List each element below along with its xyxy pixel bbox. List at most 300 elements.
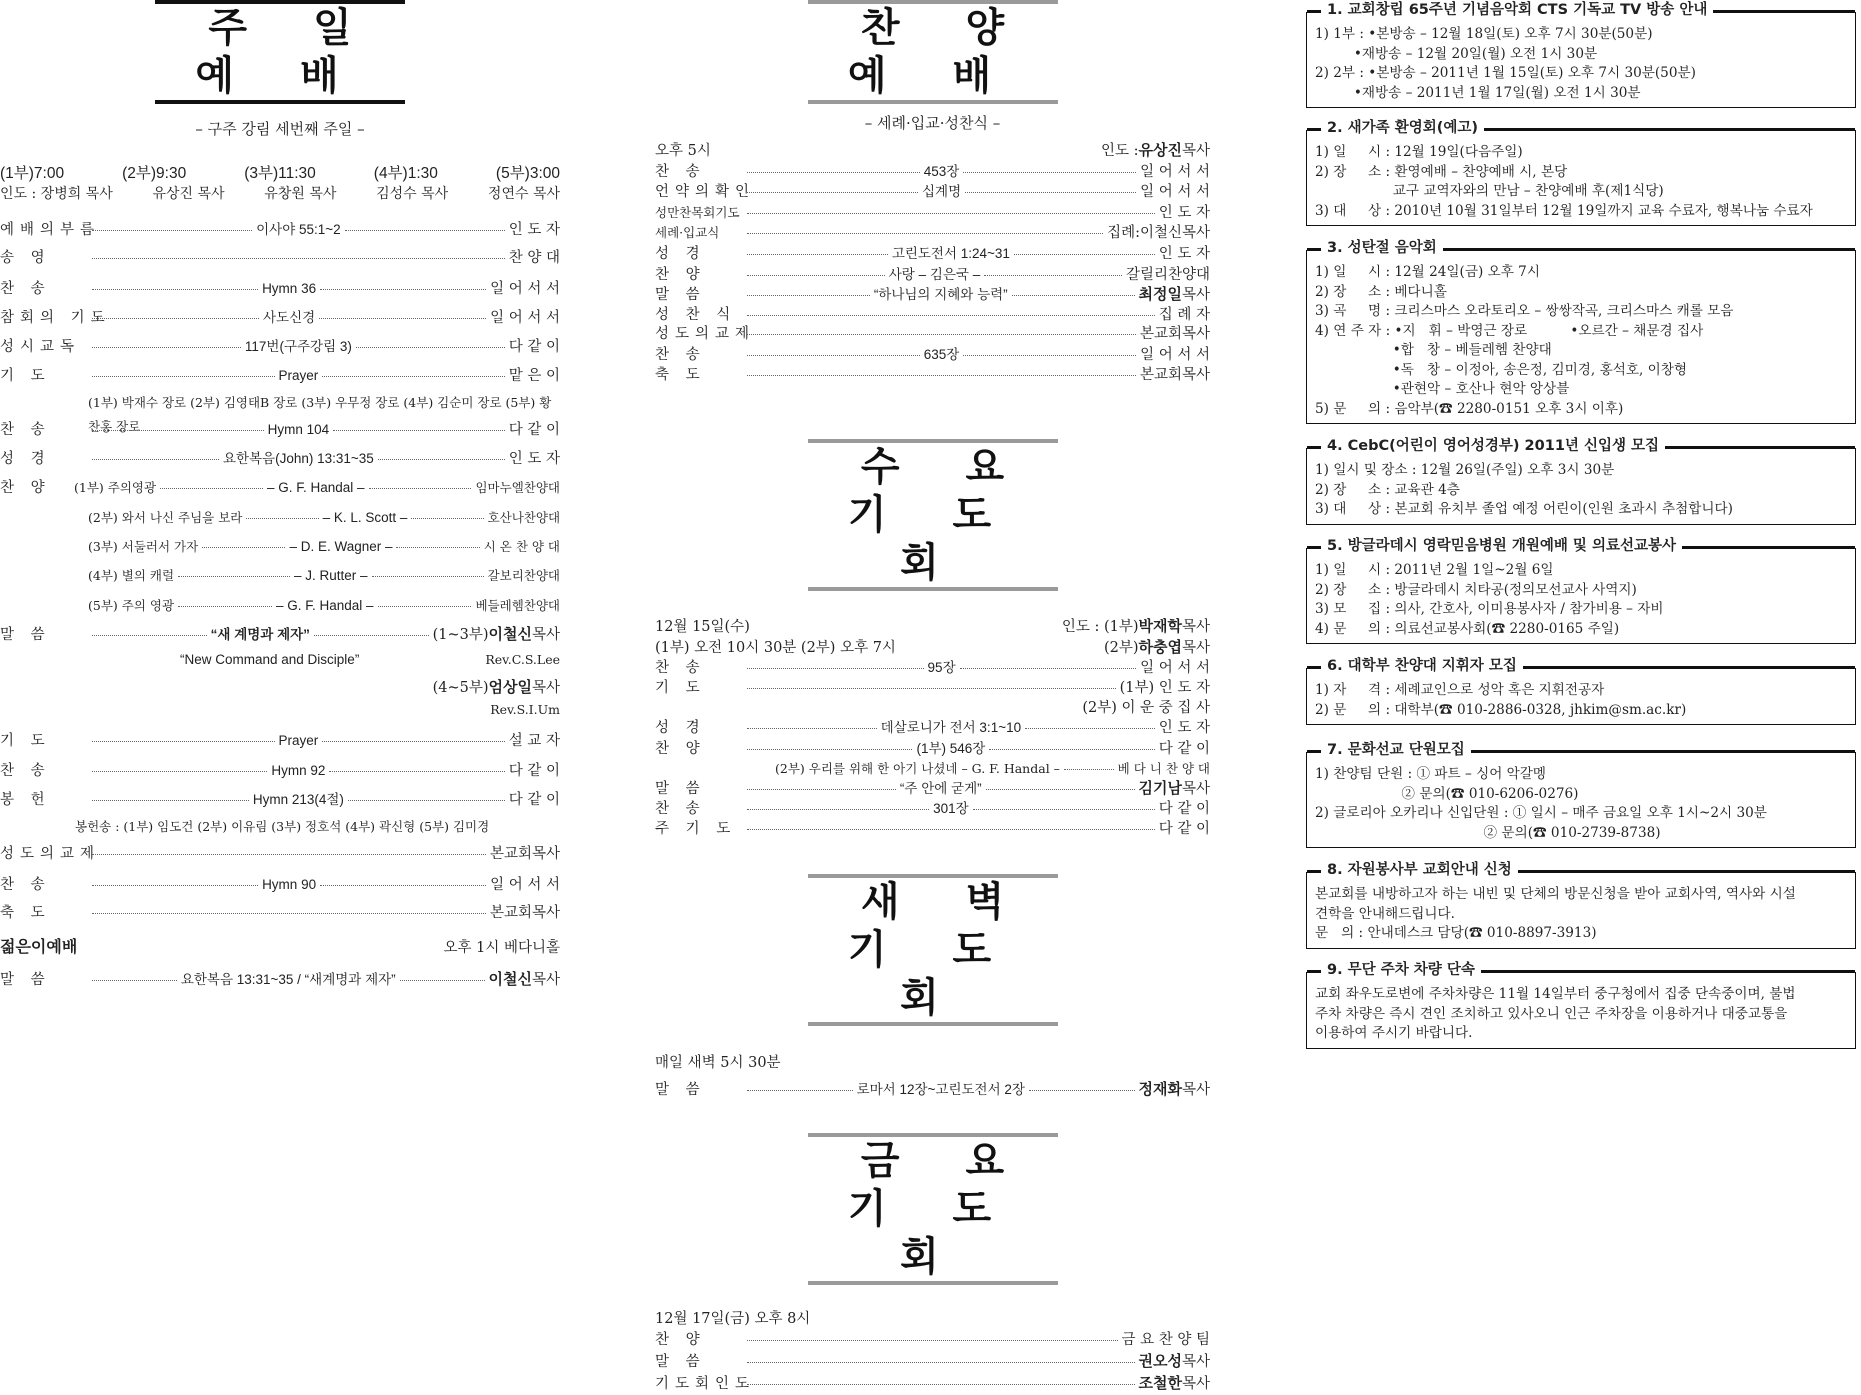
preacher-name: 이철신 [488, 970, 532, 989]
notice-line: 주차 차량은 즉시 견인 조치하고 있사오니 인근 주차장을 이용하거나 대중교통을 [1315, 1005, 1788, 1022]
order-row [0, 726, 560, 755]
dot-leader [348, 800, 505, 801]
notice-body [1315, 139, 1849, 221]
sermon-en-title: “New Command and Disciple” [180, 652, 360, 668]
service-time: 오후 5시 [655, 143, 711, 159]
anthem-composer: – G. F. Handal – [275, 597, 374, 613]
leader-label: (2부) [1103, 639, 1139, 656]
rule [1523, 666, 1855, 668]
dot-leader [92, 230, 252, 231]
dot-leader [396, 547, 479, 548]
preacher-title: 목사 [531, 680, 560, 697]
notice-line: ② 문의(☎ 010-2739-8738) [1315, 824, 1661, 841]
dot-leader [965, 192, 1136, 193]
anthem-row [0, 503, 560, 532]
leader-name: 하충엽 [1138, 637, 1182, 656]
order-label: 기 도 [0, 368, 51, 385]
dot-leader [747, 668, 924, 669]
notice-title-bar [1307, 119, 1855, 139]
notice-box [1306, 538, 1856, 644]
dot-leader [246, 518, 318, 519]
dawn-order [655, 1050, 1210, 1103]
sermon-parts: (4~5부) [432, 680, 489, 697]
service-time: (4부)1:30 [373, 165, 438, 182]
order-performer: 인 도 자 [508, 451, 560, 468]
service-leaders [0, 183, 560, 203]
dot-leader [747, 829, 1155, 830]
order-performer: 금 요 찬 양 팀 [1121, 1331, 1210, 1348]
order-row [655, 779, 1210, 800]
order-content: 사도신경 [262, 309, 316, 325]
service-time: (1부) 오전 10시 30분 (2부) 오후 7시 [655, 639, 896, 656]
rule [1307, 666, 1321, 668]
order-row [655, 799, 1210, 820]
notice-line: 이용하여 주시기 바랍니다. [1315, 1025, 1473, 1041]
youth-sermon-row [0, 966, 560, 992]
order-label: 말 씀 [655, 780, 706, 797]
order-row [655, 1076, 1210, 1103]
order-row [655, 306, 1210, 326]
dot-leader [378, 606, 472, 607]
order-content: 117번(구주강림 3) [244, 339, 352, 355]
dot-leader [92, 376, 275, 377]
notice-line: 2) 문 의 : 대학부(☎ 010-2886-0328, jhkim@sm.ac.kr) [1315, 701, 1687, 718]
dot-leader [747, 789, 896, 790]
dot-leader [747, 1362, 1135, 1363]
notice-title-bar [1307, 1, 1855, 21]
order-content: Hymn 92 [271, 762, 326, 778]
service-leader: 정연수 목사 [487, 186, 560, 202]
notice-line: 2) 2부 : •본방송 – 2011년 1월 15일(토) 오후 7시 30분(50분) [1315, 65, 1696, 81]
leader-title: 목사 [1181, 143, 1210, 159]
order-content: 데살로니가 전서 3:1~10 [880, 720, 1022, 736]
friday-order [655, 1309, 1210, 1395]
order-performer: 일 어 서 서 [1140, 184, 1211, 201]
order-row [655, 285, 1210, 306]
rule [1484, 128, 1855, 130]
order-label: 찬 송 [0, 762, 51, 779]
rule [1307, 248, 1321, 250]
youth-title: 젊은이예배 [0, 937, 78, 957]
notice-line: 본교회를 내방하고자 하는 내빈 및 단체의 방문신청을 받아 교회사역, 역사와 시설 [1315, 886, 1796, 902]
dot-leader [322, 741, 505, 742]
notice-body [1315, 259, 1849, 419]
order-label: 찬 양 [655, 740, 706, 757]
order-label: 기도회인도 [655, 1375, 756, 1392]
order-row [655, 718, 1210, 739]
order-performer: 갈릴리찬양대 [1125, 266, 1210, 283]
notice-box [1306, 240, 1856, 424]
order-label: 주 기 도 [655, 821, 737, 838]
service-time: (2부)9:30 [122, 165, 187, 182]
notice-title-bar [1307, 657, 1855, 677]
service-time: 12월 17일(금) 오후 8시 [655, 1310, 811, 1327]
anthem-choir: 시 온 찬 양 대 [483, 538, 561, 554]
order-row [655, 679, 1210, 699]
performer-title: 목사 [1181, 287, 1210, 304]
order-content: 301장 [933, 801, 969, 817]
dot-leader [989, 749, 1154, 750]
order-row [0, 361, 560, 390]
order-label: 참회의 기도 [0, 309, 111, 326]
dot-leader [322, 376, 505, 377]
order-row [655, 1373, 1210, 1395]
anthem-title: (1부) 주의영광 [74, 480, 157, 496]
notice-body [1315, 677, 1849, 720]
dawn-prayer-title: 새 벽 기 도 회 [808, 874, 1058, 1026]
youth-time: 오후 1시 베다니홀 [443, 940, 560, 957]
dot-leader [984, 275, 1122, 276]
order-label: 성 경 [0, 451, 51, 468]
order-performer: 본교회목사 [1139, 366, 1210, 383]
order-row [0, 444, 560, 473]
wednesday-prayer-title: 수 요 기 도 회 [808, 439, 1058, 591]
order-row [655, 325, 1210, 345]
service-leader: 김성수 목사 [376, 186, 449, 202]
dot-leader [92, 980, 177, 981]
order-performer: 다 같 이 [1158, 740, 1211, 757]
dot-leader [747, 1090, 853, 1091]
dot-leader [747, 213, 1155, 214]
service-leader: 유창원 목사 [264, 186, 337, 202]
leader-label: 인도 : [1100, 143, 1139, 159]
anthem-composer: – J. Rutter – [294, 568, 368, 584]
notice-line: 1) 찬양팀 단원 : ① 파트 – 싱어 악갈멩 [1315, 766, 1547, 782]
dot-leader [747, 315, 1155, 316]
dot-leader [92, 318, 259, 319]
notice-line: 5) 문 의 : 음악부(☎ 2280-0151 오후 3시 이후) [1315, 400, 1624, 417]
anthem-row [0, 591, 560, 620]
order-label: 말 씀 [655, 1081, 706, 1098]
performer-title: 목사 [1182, 780, 1211, 797]
dot-leader [1025, 728, 1155, 729]
order-row [0, 840, 560, 869]
rule [1307, 10, 1321, 12]
prayer-note: (1부) 박재수 장로 (2부) 김영태B 장로 (3부) 우무정 장로 (4부) 김순미 장로 (5부) 황찬홍 장로 [88, 394, 552, 434]
order-performer: 본교회목사 [1139, 326, 1210, 343]
praise-header [655, 141, 1210, 162]
order-row [655, 739, 1210, 760]
dot-leader [1012, 295, 1135, 296]
order-label: 성 경 [655, 720, 706, 737]
dot-leader [747, 172, 920, 173]
anthem-title: (2부) 와서 나신 주님을 보라 [88, 509, 243, 525]
dot-leader [372, 576, 484, 577]
dot-leader [314, 635, 429, 636]
dot-leader [356, 347, 505, 348]
notice-line: 문 의 : 안내데스크 담당(☎ 010-8897-3913) [1315, 925, 1597, 941]
order-label: 찬 송 [0, 876, 51, 893]
friday-prayer-title: 금 요 기 도 회 [808, 1133, 1058, 1285]
service-leader: 유상진 목사 [152, 186, 225, 202]
notice-body [1315, 981, 1849, 1044]
dot-leader [400, 980, 485, 981]
notice-title: 3. 성탄절 음악회 [1321, 239, 1443, 259]
anthem-row [0, 473, 560, 502]
order-performer: 일 어 서 서 [490, 280, 561, 297]
notice-title-bar [1307, 741, 1855, 761]
order-row [0, 303, 560, 332]
order-row [0, 274, 560, 303]
leader-title: 목사 [1181, 639, 1210, 656]
order-row [655, 658, 1210, 679]
preacher-title: 목사 [532, 626, 561, 643]
anthem-choir: 갈보리찬양대 [487, 568, 560, 584]
dot-leader [92, 347, 241, 348]
order-row [655, 265, 1210, 286]
notice-line: 1) 일시 및 장소 : 12월 26일(주일) 오후 3시 30분 [1315, 462, 1615, 478]
service-time: (1부)7:00 [0, 165, 65, 182]
rule [1481, 970, 1855, 972]
order-label: 기 도 [0, 733, 51, 750]
order-content: 십계명 [922, 184, 962, 200]
notice-title-bar [1307, 537, 1855, 557]
order-label: 찬 양 [655, 266, 706, 283]
notice-line: •독 창 – 이정아, 송은정, 김미경, 홍석호, 이창형 [1315, 361, 1688, 378]
anthem-row [655, 759, 1210, 779]
rule [1307, 546, 1321, 548]
order-performer: 조철한 [1138, 1373, 1182, 1392]
order-row [655, 223, 1210, 244]
order-performer: 인 도 자 [1158, 720, 1210, 737]
notice-box [1306, 120, 1856, 226]
dot-leader [1029, 1090, 1135, 1091]
sunday-subtitle: – 구주 강림 세번째 주일 – [195, 120, 365, 138]
order-content: (1부) 546장 [916, 740, 986, 756]
anthem-row [0, 561, 560, 590]
dot-leader [960, 668, 1137, 669]
youth-header [0, 928, 560, 966]
order-performer: 집례:이철신목사 [1107, 225, 1210, 242]
dot-leader [92, 771, 267, 772]
youth-passage: 요한복음 13:31~35 / “새계명과 제자” [180, 972, 396, 988]
notice-line: •재방송 – 12월 20일(월) 오전 1시 30분 [1315, 45, 1598, 62]
order-performer: 다 같 이 [508, 421, 560, 438]
order-row [655, 820, 1210, 840]
rule [1518, 870, 1855, 872]
anthem-choir: 베들레헴찬양대 [475, 597, 560, 613]
order-label: 말 씀 [0, 972, 51, 989]
dot-leader [1014, 254, 1155, 255]
order-row [655, 162, 1210, 183]
wednesday-date-row [655, 617, 1210, 638]
order-label: 찬 송 [655, 163, 706, 180]
dot-leader [411, 518, 483, 519]
dot-leader [160, 488, 263, 489]
preacher-en-name: Rev.C.S.Lee [485, 652, 560, 668]
preacher-name: 이철신 [488, 624, 532, 643]
sunday-order [0, 215, 560, 992]
dot-leader [747, 1340, 1118, 1341]
order-label: 기 도 [655, 679, 706, 696]
dot-leader [747, 688, 1116, 689]
notice-line: 1) 일 시 : 2011년 2월 1일~2월 6일 [1315, 562, 1554, 578]
dot-leader [973, 809, 1155, 810]
notice-line: 교구 교역자와의 만남 – 찬양예배 후(제1식당) [1315, 183, 1664, 199]
dot-leader [747, 192, 918, 193]
order-content: 로마서 12장~고린도전서 2장 [856, 1081, 1025, 1097]
anthem-composer: – K. L. Scott – [322, 509, 408, 525]
notice-title-bar [1307, 239, 1855, 259]
second-prayer: (2부) 이 운 중 집 사 [1082, 699, 1210, 716]
order-label: 성시교독 [0, 339, 81, 356]
notice-body [1315, 881, 1849, 944]
order-content: Hymn 213(4절) [252, 792, 344, 808]
order-performer: 일 어 서 서 [1140, 660, 1211, 677]
preacher-name: 엄상일 [488, 678, 532, 697]
dot-leader [747, 233, 1103, 234]
notice-line: 3) 모 집 : 의사, 간호사, 이미용봉사자 / 참가비용 – 자비 [1315, 601, 1664, 617]
order-content: 사랑 – 김은국 – [888, 266, 981, 282]
notice-title: 6. 대학부 찬양대 지휘자 모집 [1321, 657, 1523, 677]
order-row [0, 756, 560, 785]
dot-leader [92, 430, 264, 431]
order-content: Hymn 104 [267, 421, 330, 437]
sermon-title: “새 계명과 제자” [210, 626, 310, 642]
order-content: 고린도전서 1:24~31 [891, 245, 1010, 261]
rule [1307, 970, 1321, 972]
dot-leader [963, 355, 1136, 356]
notice-line: 2) 장 소 : 환영예배 – 찬양예배 시, 본당 [1315, 163, 1568, 180]
anthem-title: (5부) 주의 영광 [88, 597, 175, 613]
notice-line: 2) 글로리아 오카리나 신입단원 : ① 일시 – 매주 금요일 오후 1시~2시 30분 [1315, 805, 1767, 821]
order-label: 성 찬 식 [655, 306, 737, 323]
order-row [655, 1351, 1210, 1373]
dot-leader [1064, 769, 1114, 770]
order-row [0, 415, 560, 444]
dot-leader [963, 172, 1136, 173]
notice-line: •관현악 – 호산나 현악 앙상블 [1315, 381, 1570, 397]
service-time: 매일 새벽 5시 30분 [655, 1054, 781, 1071]
dot-leader [178, 606, 272, 607]
notice-line: 1) 일 시 : 12월 24일(금) 오후 7시 [1315, 264, 1540, 280]
order-performer: 정재화 [1138, 1079, 1182, 1098]
order-row [0, 870, 560, 899]
order-content: 요한복음(John) 13:31~35 [222, 451, 374, 467]
service-time: (3부)11:30 [244, 165, 316, 182]
notice-line: 3) 곡 명 : 크리스마스 오라토리오 – 쌍쌍작곡, 크리스마스 캐롤 모음 [1315, 303, 1734, 319]
order-performer: 다 같 이 [1158, 801, 1211, 818]
notice-line: 교회 좌우도로변에 주차차량은 11월 14일부터 중구청에서 집중 단속중이며, 불법 [1315, 986, 1796, 1002]
order-performer: 설 교 자 [508, 733, 561, 750]
order-performer: 일 어 서 서 [490, 876, 561, 893]
dot-leader [747, 809, 929, 810]
sermon-parts: (1~3부) [432, 626, 489, 643]
service-time: (5부)3:00 [495, 165, 560, 182]
notice-box [1306, 742, 1856, 848]
dot-leader [92, 258, 505, 259]
leader-title: 목사 [1181, 619, 1210, 636]
order-label: 말 씀 [655, 287, 706, 304]
order-performer: (1부) 인 도 자 [1119, 679, 1210, 696]
notice-body [1315, 557, 1849, 639]
order-label: 언약의확인 [655, 184, 756, 201]
performer-title: 목사 [1182, 1081, 1211, 1098]
dot-leader [747, 1384, 1135, 1385]
notice-box [1306, 962, 1856, 1049]
dot-leader [747, 334, 1136, 335]
notice-line: 3) 대 상 : 2010년 10월 31일부터 12월 19일까지 교육 수료자, 행복나눔 수료자 [1315, 202, 1813, 219]
notice-title-bar [1307, 437, 1855, 457]
rule [1307, 128, 1321, 130]
service-date: 12월 15일(수) [655, 619, 750, 636]
order-label: 찬 송 [655, 801, 706, 818]
order-performer: 집 례 자 [1158, 306, 1210, 323]
order-label: 축 도 [0, 904, 51, 921]
notice-title: 5. 방글라데시 영락믿음병원 개원예배 및 의료선교봉사 [1321, 537, 1682, 557]
order-content: Hymn 36 [262, 280, 317, 296]
anthem-composer: – G. F. Handal – [266, 480, 365, 496]
notice-line: 3) 대 상 : 본교회 유치부 졸업 예정 어린이(인원 초과시 추첨합니다) [1315, 501, 1733, 517]
anthem-choir: 임마누엘찬양대 [475, 480, 560, 496]
anthem-composer: – D. E. Wagner – [289, 538, 393, 554]
leader-name: 유상진 [1138, 141, 1182, 159]
order-row [0, 215, 560, 244]
dot-leader [320, 289, 486, 290]
order-row [0, 244, 560, 273]
order-label: 세례·입교식 [655, 225, 720, 241]
sermon-en-row [0, 649, 560, 673]
order-content: 453장 [923, 163, 960, 179]
order-label: 예배의부름 [0, 222, 101, 238]
rule [1307, 750, 1321, 752]
order-label: 찬 양 [0, 480, 51, 497]
notice-line: 1) 일 시 : 12월 19일(다음주일) [1315, 144, 1523, 160]
order-label: 찬 송 [655, 346, 706, 363]
praise-order [655, 141, 1210, 385]
notice-title: 1. 교회창립 65주년 기념음악회 CTS 기독교 TV 방송 안내 [1321, 1, 1713, 21]
order-performer: 권오성 [1138, 1351, 1182, 1370]
notice-box [1306, 438, 1856, 525]
order-label: 송 영 [0, 250, 51, 267]
notice-title: 4. CebC(어린이 영어성경부) 2011년 신입생 모집 [1321, 437, 1665, 457]
performer-title: 목사 [1181, 1375, 1210, 1392]
order-row [0, 332, 560, 361]
dot-leader [747, 375, 1136, 376]
leader-label: 인도 : (1부) [1061, 619, 1139, 636]
order-content: Hymn 90 [262, 876, 317, 892]
dot-leader [329, 771, 504, 772]
order-row [655, 244, 1210, 265]
order-performer: 찬 양 대 [508, 250, 560, 267]
dot-leader [986, 789, 1135, 790]
sermon-row2 [0, 673, 560, 702]
notice-box [1306, 2, 1856, 108]
praise-worship-title: 찬 양 예 배 [808, 0, 1058, 104]
notice-line: •재방송 – 2011년 1월 17일(월) 오전 1시 30분 [1315, 84, 1641, 101]
service-times [0, 161, 560, 183]
rule [1713, 10, 1855, 12]
anthem-title: (3부) 서둘러서 가자 [88, 538, 199, 554]
order-row [655, 203, 1210, 224]
notice-line: 2) 장 소 : 교육관 4층 [1315, 481, 1460, 498]
order-content: Prayer [278, 368, 319, 384]
dot-leader [747, 728, 877, 729]
order-performer: 인 도 자 [508, 222, 561, 238]
dot-leader [378, 459, 505, 460]
order-performer: 본교회목사 [489, 846, 560, 863]
sunday-worship-column [0, 0, 560, 992]
order-performer: 맡 은 이 [508, 368, 561, 385]
order-performer: 다 같 이 [508, 762, 560, 779]
order-row [655, 366, 1210, 386]
anthem-choir: 호산나찬양대 [487, 509, 561, 525]
order-performer: 다 같 이 [508, 792, 561, 809]
order-row [655, 345, 1210, 366]
order-performer: 일 어 서 서 [1140, 346, 1210, 363]
notice-line: 견학을 안내해드립니다. [1315, 905, 1455, 922]
anthem-row [0, 532, 560, 561]
